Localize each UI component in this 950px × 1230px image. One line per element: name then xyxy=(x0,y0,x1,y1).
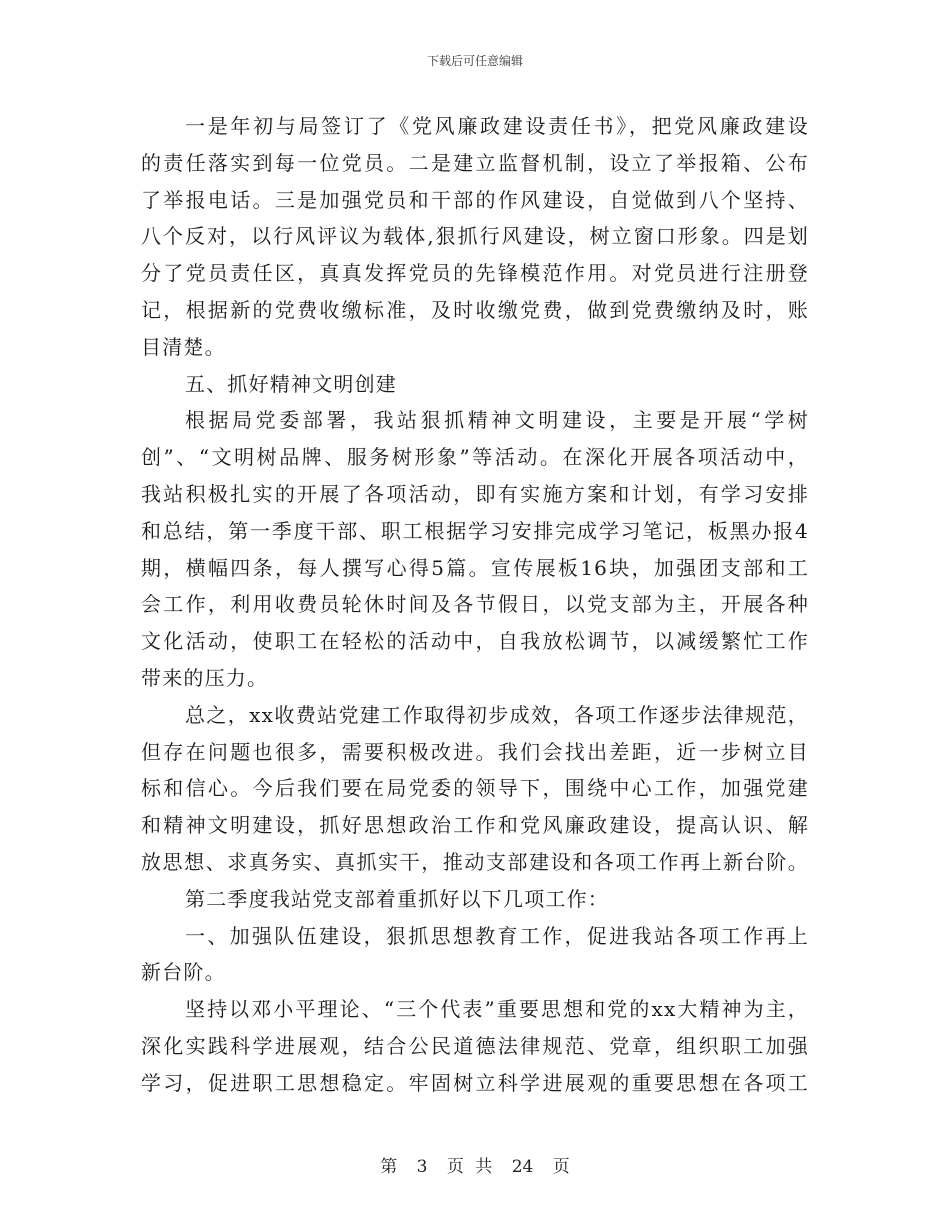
paragraph-line: 放思想、求真务实、真抓实干，推动支部建设和各项工作再上新台阶。 xyxy=(141,849,809,874)
paragraph-line: 和总结，第一季度干部、职工根据学习安排完成学习笔记，板黑办报4 xyxy=(141,518,809,543)
section-heading: 五、抓好精神文明创建 xyxy=(185,371,397,396)
paragraph-line: 第二季度我站党支部着重抓好以下几项工作： xyxy=(185,886,609,911)
section-heading: 一、加强队伍建设，狠抓思想教育工作，促进我站各项工作再上 xyxy=(185,923,809,948)
page-number: 3 xyxy=(416,1157,428,1177)
paragraph-line: 但存在问题也很多，需要积极改进。我们会找出差距，近一步树立目 xyxy=(141,739,809,764)
paragraph-line: 学习，促进职工思想稳定。牢固树立科学进展观的重要思想在各项工 xyxy=(141,1070,809,1095)
paragraph-line: 坚持以邓小平理论、“三个代表”重要思想和党的xx大精神为主， xyxy=(185,997,809,1022)
paragraph-line: 文化活动，使职工在轻松的活动中，自我放松调节，以减缓繁忙工作 xyxy=(141,629,809,654)
paragraph-line: 记，根据新的党费收缴标准，及时收缴党费，做到党费缴纳及时，账 xyxy=(141,297,809,322)
paragraph-line: 的责任落实到每一位党员。二是建立监督机制，设立了举报箱、公布 xyxy=(141,150,809,175)
paragraph-line: 标和信心。今后我们要在局党委的领导下，围绕中心工作，加强党建 xyxy=(141,776,809,801)
paragraph-line: 了举报电话。三是加强党员和干部的作风建设，自觉做到八个坚持、 xyxy=(141,187,809,212)
paragraph-line: 我站积极扎实的开展了各项活动，即有实施方案和计划，有学习安排 xyxy=(141,481,809,506)
footer-middle: 页 共 xyxy=(446,1157,493,1177)
paragraph-line: 和精神文明建设，抓好思想政治工作和党风廉政建设，提高认识、解 xyxy=(141,813,809,838)
page-header: 下载后可任意编辑 xyxy=(426,54,523,68)
paragraph-line: 期，横幅四条，每人撰写心得5篇。宣传展板16块，加强团支部和工 xyxy=(141,555,809,580)
paragraph-line: 根据局党委部署，我站狠抓精神文明建设，主要是开展“学树 xyxy=(185,408,809,433)
footer-prefix: 第 xyxy=(380,1157,398,1177)
footer-suffix: 页 xyxy=(552,1157,570,1177)
paragraph-line: 带来的压力。 xyxy=(141,665,269,690)
paragraph-line: 深化实践科学进展观，结合公民道德法律规范、党章，组织职工加强 xyxy=(141,1033,809,1058)
paragraph-line: 八个反对，以行风评议为载体,狠抓行风建设，树立窗口形象。四是划 xyxy=(141,224,809,249)
section-heading: 新台阶。 xyxy=(141,960,226,985)
paragraph-line: 目清楚。 xyxy=(141,334,226,359)
paragraph-line: 创”、“文明树品牌、服务树形象”等活动。在深化开展各项活动中， xyxy=(141,445,809,470)
page-footer xyxy=(0,1152,950,1177)
paragraph-line: 一是年初与局签订了《党风廉政建设责任书》，把党风廉政建设 xyxy=(185,114,809,138)
page-total: 24 xyxy=(511,1157,534,1177)
document-body xyxy=(141,108,809,1102)
paragraph-line: 分了党员责任区，真真发挥党员的先锋模范作用。对党员进行注册登 xyxy=(141,261,809,286)
paragraph-line: 总之，xx收费站党建工作取得初步成效，各项工作逐步法律规范， xyxy=(185,702,809,727)
paragraph-line: 会工作，利用收费员轮休时间及各节假日，以党支部为主，开展各种 xyxy=(141,592,809,617)
